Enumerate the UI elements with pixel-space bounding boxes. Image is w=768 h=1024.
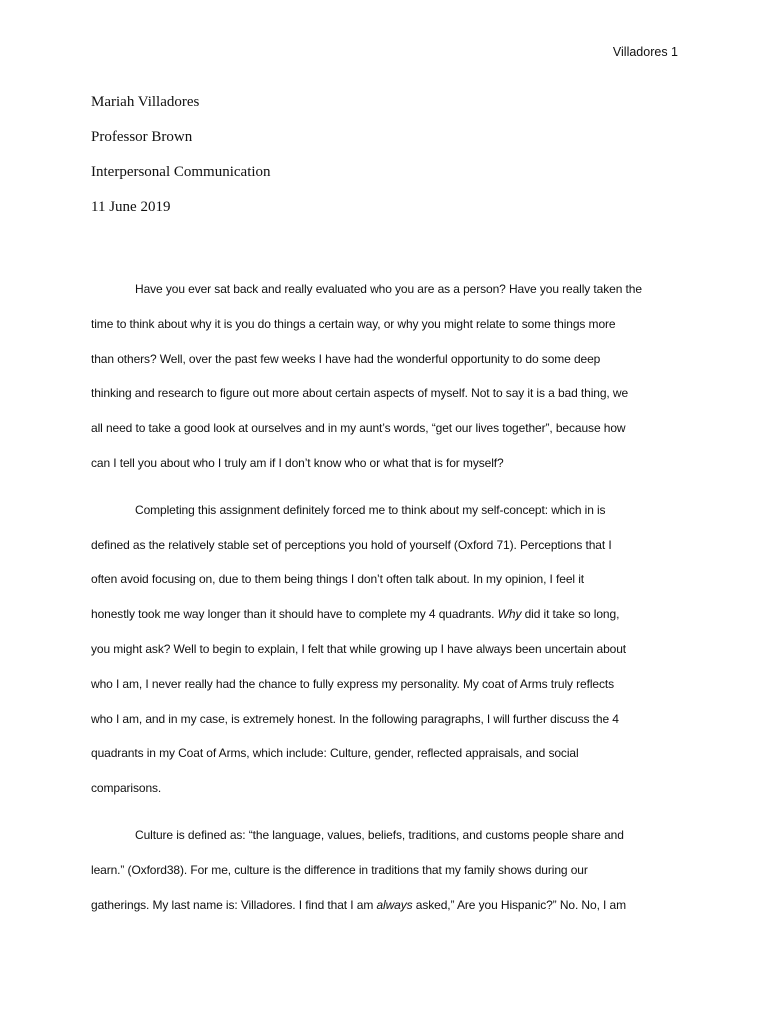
text-line: you might ask? Well to begin to explain, I felt that while growing up I have always been uncertain about bbox=[91, 641, 627, 656]
paragraph-2 bbox=[91, 500, 686, 813]
text-line bbox=[91, 895, 686, 930]
date: 11 June 2019 bbox=[91, 199, 171, 215]
text-line: comparisons. bbox=[91, 781, 162, 796]
text-line: can I tell you about who I truly am if I don’t know who or what that is for myself? bbox=[91, 455, 504, 470]
author-name: Mariah Villadores bbox=[91, 94, 200, 110]
text-span: gatherings. My last name is: Villadores. I find that I am bbox=[91, 897, 374, 912]
running-head: Villadores 1 bbox=[612, 45, 678, 59]
heading-block bbox=[91, 92, 271, 232]
text-line: all need to take a good look at ourselves and in my aunt’s words, “get our lives together”, because how bbox=[91, 421, 626, 436]
text-line: quadrants in my Coat of Arms, which include: Culture, gender, reflected appraisals, and social bbox=[91, 746, 579, 761]
text-line bbox=[91, 604, 686, 639]
course-name: Interpersonal Communication bbox=[91, 164, 271, 180]
emphasis-why: Why bbox=[497, 607, 522, 622]
essay-body bbox=[91, 279, 686, 929]
emphasis-always: always bbox=[376, 897, 413, 912]
text-line: thinking and research to figure out more about certain aspects of myself. Not to say it is a bad thing, we bbox=[91, 386, 629, 401]
instructor-name: Professor Brown bbox=[91, 129, 193, 145]
text-span: did it take so long, bbox=[521, 607, 620, 622]
text-line: defined as the relatively stable set of perceptions you hold of yourself (Oxford 71). Perceptions that I bbox=[91, 537, 612, 552]
text-line: often avoid focusing on, due to them being things I don’t often talk about. In my opinion, I feel it bbox=[91, 572, 584, 587]
text-line: Have you ever sat back and really evaluated who you are as a person? Have you really taken the bbox=[135, 282, 642, 296]
text-line: learn.” (Oxford38). For me, culture is the difference in traditions that my family shows during our bbox=[91, 862, 588, 877]
paragraph-1 bbox=[91, 279, 686, 488]
text-span: asked,” Are you Hispanic?” No. No, I am bbox=[412, 897, 626, 912]
text-line: who I am, I never really had the chance to fully express my personality. My coat of Arms truly reflects bbox=[91, 676, 615, 691]
paragraph-3 bbox=[91, 825, 686, 929]
text-line: who I am, and in my case, is extremely honest. In the following paragraphs, I will further discuss the 4 bbox=[91, 711, 619, 726]
text-line: Completing this assignment definitely forced me to think about my self-concept: which in is bbox=[135, 502, 606, 517]
text-line: than others? Well, over the past few weeks I have had the wonderful opportunity to do some deep bbox=[91, 351, 601, 366]
text-line: Culture is defined as: “the language, values, beliefs, traditions, and customs people share and bbox=[135, 827, 624, 842]
text-span: honestly took me way longer than it should have to complete my 4 quadrants. bbox=[91, 607, 495, 622]
text-line: time to think about why it is you do things a certain way, or why you might relate to some things more bbox=[91, 316, 616, 331]
